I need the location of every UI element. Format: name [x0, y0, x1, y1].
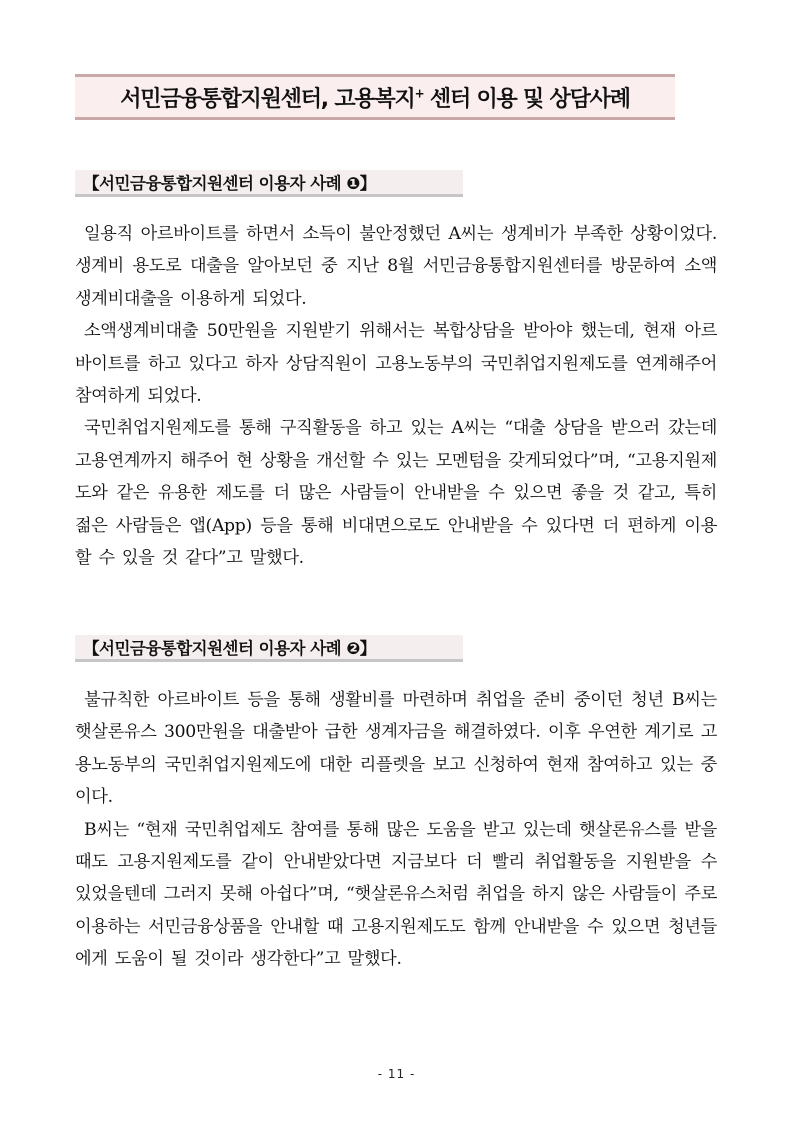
page-number: - 11 - [377, 1067, 416, 1081]
case-2-paragraph-1: 불규칙한 아르바이트 등을 통해 생활비를 마련하며 취업을 준비 중이던 청년 B씨는 햇살론유스 300만원을 대출받아 급한 생계자금을 해결하였다. 이후 우연한 계기로 고용노동부의 국민취업지원제도에 대한 리플렛을 보고 신청하여 현재 참여하고 있는 중이다. [75, 690, 717, 808]
case-2-heading: 【 서민금융통합지원센터 이용자 사례 ❷ 】 [75, 635, 463, 662]
case-1-paragraph-3: 국민취업지원제도를 통해 구직활동을 하고 있는 A씨는 “대출 상담을 받으러 갔는데 고용연계까지 해주어 현 상황을 개선할 수 있는 모멘텀을 갖게되었다”며, “고용지원제도와 같은 유용한 제도를 더 많은 사람들이 안내받을 수 있으면 좋을 것 같고, 특히 젊은 사람들은 앱(App) 등을 통해 비대면으로도 안내받을 수 있다면 더 편하게 이용할 수 있을 것 같다”고 말했다. [75, 418, 717, 569]
document-title: 서민금융통합지원센터, 고용복지+ 센터 이용 및 상담사례 [120, 86, 630, 112]
case-1-body [75, 218, 717, 574]
case-2-body [75, 684, 717, 976]
case-2-paragraph-2: B씨는 “현재 국민취업제도 참여를 통해 많은 도움을 받고 있는데 햇살론유스를 받을 때도 고용지원제도를 같이 안내받았다면 지금보다 더 빨리 취업활동을 지원받을 수 있었을텐데 그러지 못해 아쉽다”며, “햇살론유스처럼 취업을 하지 않은 사람들이 주로 이용하는 서민금융상품을 안내할 때 고용지원제도도 함께 안내받을 수 있으면 청년들에게 도움이 될 것이라 생각한다”고 말했다. [75, 819, 717, 970]
case-1-paragraph-1: 일용직 아르바이트를 하면서 소득이 불안정했던 A씨는 생계비가 부족한 상황이었다. 생계비 용도로 대출을 알아보던 중 지난 8월 서민금융통합지원센터를 방문하여 소액생계비대출을 이용하게 되었다. [75, 224, 717, 309]
case-2-heading-text: 서민금융통합지원센터 이용자 사례 ❷ [99, 639, 360, 658]
case-1-heading: 【 서민금융통합지원센터 이용자 사례 ❶ 】 [75, 170, 463, 197]
document-title-box [75, 74, 675, 120]
case-1-paragraph-2: 소액생계비대출 50만원을 지원받기 위해서는 복합상담을 받아야 했는데, 현재 아르바이트를 하고 있다고 하자 상담직원이 고용노동부의 국민취업지원제도를 연계해주어 참여하게 되었다. [75, 321, 717, 407]
case-1-heading-text: 서민금융통합지원센터 이용자 사례 ❶ [99, 174, 360, 193]
title-superscript: + [414, 86, 424, 101]
